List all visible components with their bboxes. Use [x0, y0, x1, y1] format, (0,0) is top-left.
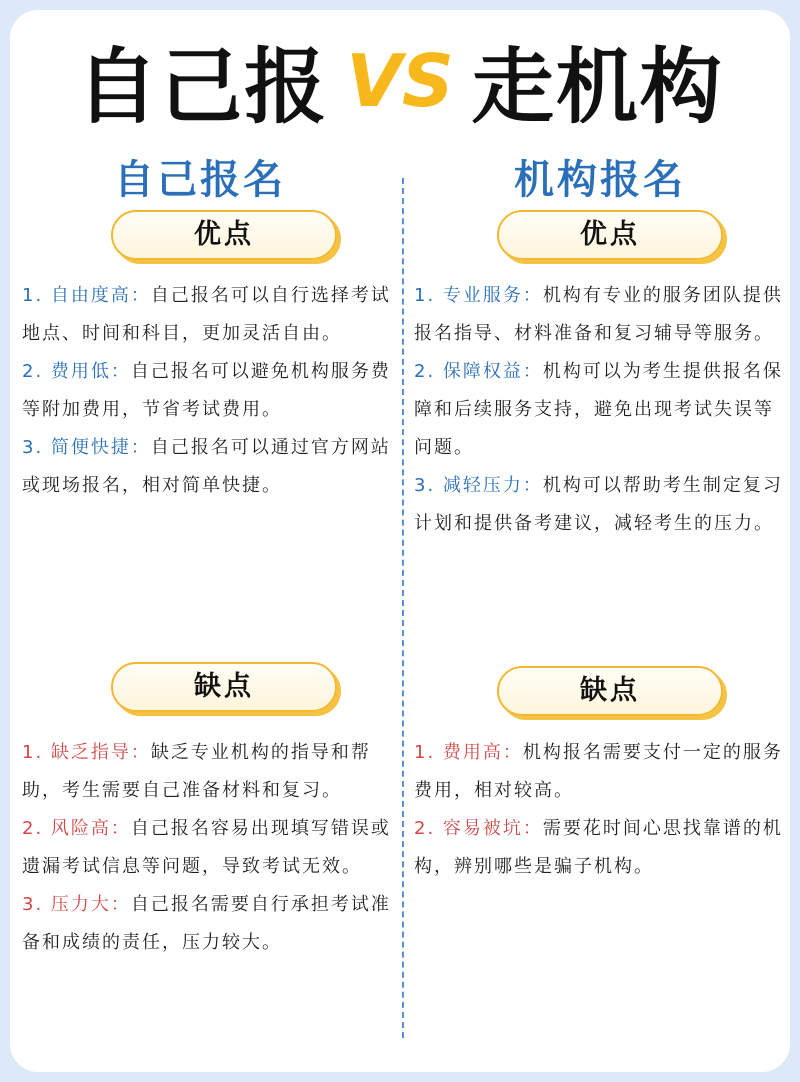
- list-item: 2. 保障权益：机构可以为考生提供报名保障和后续服务支持，避免出现考试失误等问题。: [414, 361, 783, 458]
- list-item: 1. 专业服务：机构有专业的服务团队提供报名指导、材料准备和复习辅导等服务。: [414, 285, 783, 344]
- self-heading: 自己报名: [114, 157, 286, 203]
- self-cons-list: [22, 734, 394, 962]
- title-self: 自己报: [76, 40, 329, 135]
- title-agency: 走机构: [471, 40, 724, 135]
- column-divider: [402, 178, 404, 1038]
- list-item: 3. 压力大：自己报名需要自行承担考试准备和成绩的责任，压力较大。: [22, 894, 391, 953]
- agency-pros-list: [414, 277, 786, 543]
- list-item: 2. 容易被坑：需要花时间心思找靠谱的机构，辨别哪些是骗子机构。: [414, 818, 783, 877]
- list-item: 1. 自由度高：自己报名可以自行选择考试地点、时间和科目，更加灵活自由。: [22, 285, 391, 344]
- agency-heading: 机构报名: [514, 157, 686, 203]
- agency-cons-list: [414, 734, 786, 886]
- self-pros-badge: 优点: [111, 210, 337, 260]
- list-item: 3. 减轻压力：机构可以帮助考生制定复习计划和提供备考建议，减轻考生的压力。: [414, 475, 783, 534]
- list-item: 1. 费用高：机构报名需要支付一定的服务费用，相对较高。: [414, 742, 783, 801]
- list-item: 3. 简便快捷：自己报名可以通过官方网站或现场报名，相对简单快捷。: [22, 437, 391, 496]
- title-vs: VS: [346, 38, 454, 123]
- self-cons-badge: 缺点: [111, 662, 337, 712]
- list-item: 2. 风险高：自己报名容易出现填写错误或遗漏考试信息等问题，导致考试无效。: [22, 818, 391, 877]
- list-item: 1. 缺乏指导：缺乏专业机构的指导和帮助，考生需要自己准备材料和复习。: [22, 742, 371, 801]
- agency-pros-badge: 优点: [497, 210, 723, 260]
- list-item: 2. 费用低：自己报名可以避免机构服务费等附加费用，节省考试费用。: [22, 361, 391, 420]
- agency-cons-badge: 缺点: [497, 666, 723, 716]
- main-title: [0, 22, 800, 139]
- self-pros-list: [22, 277, 394, 505]
